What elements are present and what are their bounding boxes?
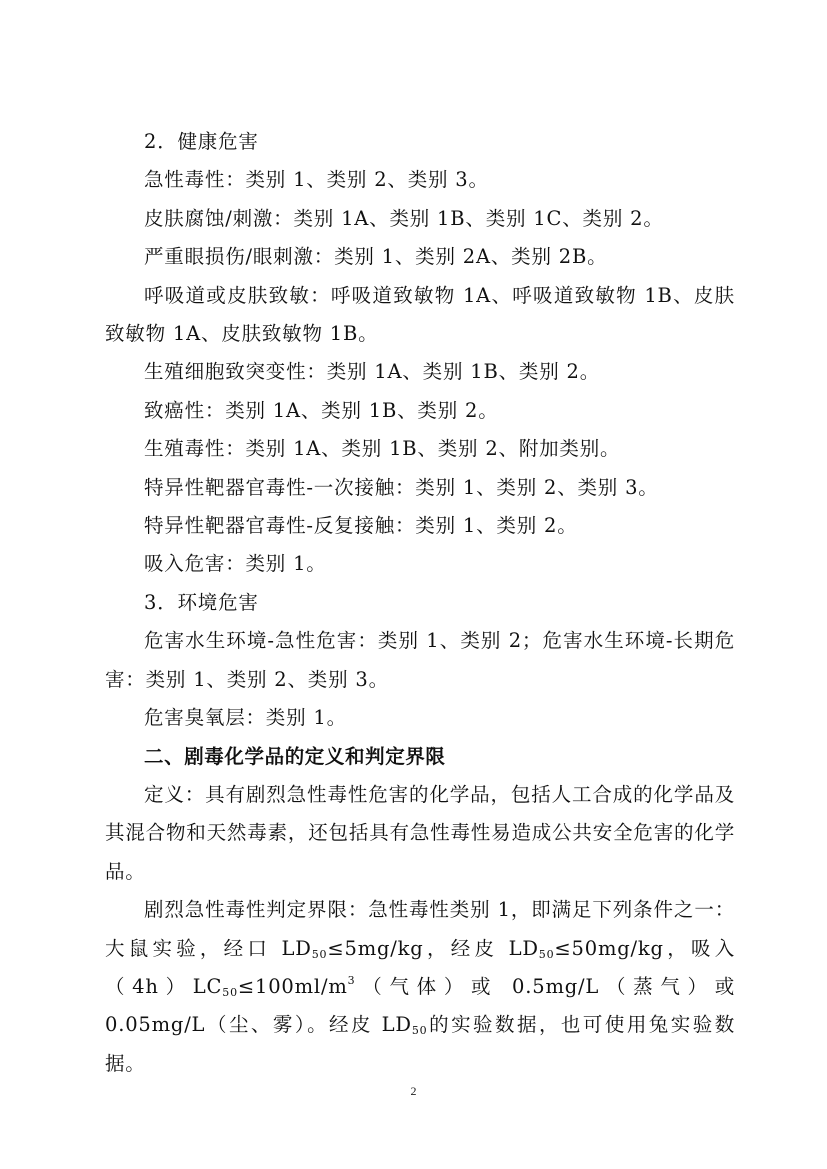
health-item-reproductive-toxicity: 生殖毒性：类别 1A、类别 1B、类别 2、附加类别。: [144, 437, 621, 461]
section-heading: 二、剧毒化学品的定义和判定界限: [144, 744, 446, 768]
criteria-text-6: 的实验数据，也可使用兔实验数据。: [105, 1013, 735, 1075]
subscript-50: 50: [311, 947, 328, 961]
criteria-text-3: ≤50mg/kg，吸入（4h）LC: [105, 936, 735, 998]
environment-item-aquatic: 危害水生环境-急性危害：类别 1、类别 2；危害水生环境-长期危害：类别 1、类别 2、类别 3。: [105, 629, 735, 691]
subscript-50: 50: [222, 985, 238, 999]
page-number: 2: [410, 1084, 417, 1098]
subscript-50: 50: [538, 947, 555, 961]
environment-item-ozone: 危害臭氧层：类别 1。: [144, 706, 347, 730]
health-item-mutagenicity: 生殖细胞致突变性：类别 1A、类别 1B、类别 2。: [144, 360, 601, 384]
definition-paragraph: 定义：具有剧烈急性毒性危害的化学品，包括人工合成的化学品及其混合物和天然毒素，还包括具有急性毒性易造成公共安全危害的化学品。: [105, 782, 735, 883]
health-item-eye-damage: 严重眼损伤/眼刺激：类别 1、类别 2A、类别 2B。: [144, 245, 608, 269]
health-item-stot-single: 特异性靶器官毒性-一次接触：类别 1、类别 2、类别 3。: [144, 475, 659, 499]
health-item-carcinogenicity: 致癌性：类别 1A、类别 1B、类别 2。: [144, 398, 499, 422]
health-item-stot-repeated: 特异性靶器官毒性-反复接触：类别 1、类别 2。: [144, 514, 578, 538]
health-item-aspiration: 吸入危害：类别 1。: [144, 552, 327, 576]
subscript-50: 50: [411, 1024, 428, 1038]
superscript-3: 3: [347, 973, 356, 987]
criteria-text-2: ≤5mg/kg，经皮 LD: [327, 936, 539, 960]
criteria-text-5: （气体）或 0.5mg/L（蒸气）或 0.05mg/L（尘、雾）。经皮 LD: [105, 974, 736, 1037]
health-hazard-heading: 2．健康危害: [144, 130, 259, 153]
document-body: [105, 123, 735, 1083]
environment-hazard-heading: 3．环境危害: [144, 590, 259, 614]
criteria-paragraph: [105, 891, 735, 1083]
health-item-acute-toxicity: 急性毒性：类别 1、类别 2、类别 3。: [144, 168, 489, 192]
health-item-sensitization: 呼吸道或皮肤致敏：呼吸道致敏物 1A、呼吸道致敏物 1B、皮肤致敏物 1A、皮肤致敏物 1B。: [105, 283, 735, 346]
health-item-skin-corrosion: 皮肤腐蚀/刺激：类别 1A、类别 1B、类别 1C、类别 2。: [144, 206, 664, 230]
criteria-text-1: 剧烈急性毒性判定界限：急性毒性类别 1，即满足下列条件之一：大鼠实验，经口 LD: [105, 898, 735, 960]
criteria-text-4: ≤100ml/m: [237, 974, 348, 998]
